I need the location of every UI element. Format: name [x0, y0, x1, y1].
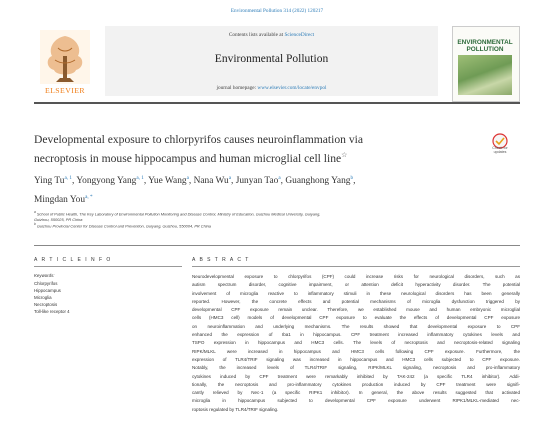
title-line-2	[34, 148, 454, 166]
author[interactable]: , Yue Wang	[143, 176, 187, 187]
affiliation-b-text: Guizhou Provincial Center for Disease Control and Prevention, Guiyang, Guizhou, 550004, PR China	[36, 223, 211, 229]
journal-name: Environmental Pollution	[214, 53, 329, 65]
abstract-line: cytokines induced by CPF treatment were remarkably inhibited by TAK-242 (a specific TLR4 inhibitor). Addi-	[192, 373, 520, 379]
author-affiliation-mark[interactable]: a, 1	[64, 175, 72, 181]
author[interactable]: , Junyan Tao	[231, 176, 279, 187]
journal-homepage	[105, 85, 438, 91]
author-affiliation-mark[interactable]: a	[186, 175, 189, 181]
affiliation-a-mark: a	[34, 210, 36, 214]
check-for-updates-label[interactable]	[484, 146, 516, 154]
check-for-updates-icon[interactable]	[489, 129, 511, 159]
journal-citation[interactable]: Environmental Pollution 314 (2022) 120217	[230, 8, 324, 14]
affiliation-a	[34, 210, 514, 222]
abstract-line: developmental CPF exposure remain unclear. Therefore, we established mouse and human embryonic microglial	[192, 307, 520, 313]
check-updates-line1: Check for	[492, 146, 508, 150]
journal-homepage-link[interactable]: www.elsevier.com/locate/envpol	[257, 85, 327, 91]
header-divider	[34, 102, 520, 104]
abstract-line: microglia in hippocampus subjected to developmental CPF exposure underwent RIPK1/MLKL-mediated nec-	[192, 398, 520, 404]
title-footnote-star[interactable]: ☆	[341, 150, 348, 159]
cover-title-line2: POLLUTION	[466, 45, 504, 53]
abstract-line: roptosis regulated by TLR4/TRIF signaling.	[192, 406, 279, 412]
journal-cover-title	[456, 40, 514, 53]
abstract-line: on neuroinflammation and underlying mechanisms. The results showed that developmental exposure to CPF	[192, 323, 520, 329]
author[interactable]: , Nana Wu	[188, 176, 229, 187]
journal-cover-image	[458, 55, 512, 95]
author-affiliation-mark[interactable]: a	[278, 175, 281, 181]
author-affiliation-mark[interactable]: a, *	[85, 194, 93, 201]
article-info-heading: A R T I C L E I N F O	[34, 257, 112, 263]
publisher-name: ELSEVIER	[44, 86, 85, 95]
affiliation-b-mark: b	[34, 222, 36, 226]
authors-line-1	[34, 170, 474, 189]
abstract-line: involvement of microglia reactive to inflammatory stimuli in these neurological disorders has been generally	[192, 290, 520, 296]
abstract-rule	[192, 266, 520, 267]
abstract-line: TSPO expression in hippocampus and HMC3 cells. The levels of necroptosis and necroptosis-related signaling	[192, 340, 520, 346]
keyword: Hippocampus	[34, 288, 61, 293]
keyword: Necroptosis	[34, 302, 58, 307]
author[interactable]: Ying Tu	[34, 176, 65, 187]
author[interactable]: , Yongyong Yang	[72, 176, 137, 187]
abstract-line: enhanced the expression of Iba1 in hippocampus. CPF treatment increased inflammatory cytokines levels and	[192, 332, 520, 338]
abstract-line: RIPK/MLKL were increased in hippocampus and HMC3 cells following CPF exposure. Furthermore, the	[192, 348, 520, 354]
keywords-label: Keywords:	[34, 273, 55, 278]
abstract-line: autism spectrum disorder, cognitive impairment, or attention deficit hyperactivity disorder. The potential	[192, 282, 520, 288]
abstract-line: cells (HMC3 cell) models of developmental CPF exposure to evaluate the effects of developmental CPF exposure	[192, 315, 520, 321]
contents-prefix: Contents lists available at	[228, 32, 285, 38]
author-affiliation-mark[interactable]: a	[228, 175, 232, 181]
homepage-prefix: journal homepage:	[216, 85, 258, 91]
check-updates-line2: updates	[493, 150, 507, 154]
author-list	[34, 170, 474, 208]
author-affiliation-mark[interactable]: a, 1	[136, 175, 144, 181]
authors-line-2	[34, 189, 474, 208]
abstract-line: Notably, the increased levels of TLR4/TRIF signaling, RIPK/MLKL signaling, necroptosis and pro-inflammatory	[192, 365, 520, 371]
keyword: Microglia	[34, 295, 52, 300]
author[interactable]: Mingdan You	[34, 195, 86, 206]
sciencedirect-link[interactable]: ScienceDirect	[284, 32, 315, 38]
title-line-2-text: necroptosis in mouse hippocampus and human microglial cell line	[34, 151, 342, 165]
affiliation-b	[34, 222, 514, 229]
paper-title	[34, 132, 454, 166]
abstract-heading: A B S T R A C T	[192, 257, 250, 263]
affiliation-a-text: School of Public Health, The Key Laboratory of Environmental Pollution Monitoring and Disease Control, Ministry of Education, Guizhou Medical University, Guiyang,	[36, 211, 321, 217]
abstract-line: expression of TLR4/TRIF signaling was increased in hippocampus and HMC3 cells subjected to CPF exposure.	[192, 356, 520, 362]
abstract-line: cantly relieved by Nec-1 (a specific RIPK1 inhibitor). In general, the above results suggested that activated	[192, 390, 520, 396]
author-affiliation-mark[interactable]: b	[350, 175, 354, 181]
abstract-line: reported. However, the concrete effects and potential mechanisms of microglia dysfunction triggered by	[192, 298, 520, 304]
author-separator: ,	[353, 176, 356, 187]
author[interactable]: , Guanghong Yang	[280, 176, 351, 187]
article-info-rule	[34, 266, 182, 267]
cover-title-line1: ENVIRONMENTAL	[457, 39, 513, 46]
contents-line	[105, 32, 438, 38]
title-line-1: Developmental exposure to chlorpyrifos causes neuroinflammation via	[34, 133, 364, 146]
abstract-line: Neurodevelopmental exposure to chlorpyrifos (CPF) could increase risks for neurological disorders, such as	[192, 274, 520, 279]
keyword: Chlorpyrifos	[34, 281, 58, 286]
affiliation-a-line2: Guizhou, 550025, PR China	[34, 216, 83, 222]
section-divider	[34, 245, 520, 246]
abstract-body	[192, 273, 520, 414]
keyword: Toll-like receptor 4	[34, 309, 70, 314]
abstract-line: tionally, the necroptosis and pro-inflammatory cytokines production induced by CPF treatment were signifi-	[192, 381, 520, 387]
